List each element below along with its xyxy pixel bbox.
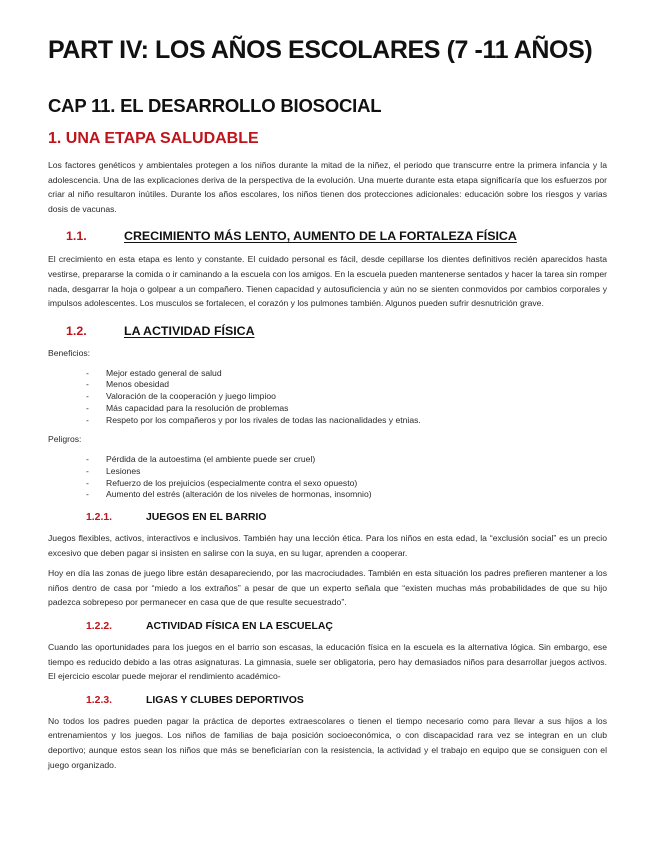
- section-1-2-title: [66, 323, 607, 339]
- intro-paragraph: Los factores genéticos y ambientales protegen a los niños durante la mitad de la niñez, el periodo que transcurre entre la primera infancia y la adolescencia. Una de las explicaciones deriva de la perspectiva de la evolución. Una muerte durante esta etapa significaría que los esfuerzos por criar al niño resultaron inútiles. Durante los años escolares, los niños tienen dos protecciones adicionales: educación sobre los riesgos y varias dosis de vacunas.: [48, 160, 607, 214]
- section-1-1-title: [66, 228, 607, 244]
- section-1-2-1-title: [86, 511, 607, 525]
- benefits-list: [48, 368, 607, 427]
- section-1-2-3-title: [86, 694, 607, 708]
- list-item: - Lesiones: [86, 466, 607, 478]
- subsubsection-title-text: ACTIVIDAD FÍSICA EN LA ESCUELAÇ: [146, 621, 333, 633]
- section-1-title: [48, 128, 607, 150]
- subsection-title-text: LA ACTIVIDAD FÍSICA: [124, 323, 255, 338]
- subsubsection-title-text: JUEGOS EN EL BARRIO: [146, 512, 267, 524]
- list-item: - Mejor estado general de salud: [86, 368, 607, 380]
- section-1-2-2-title: [86, 620, 607, 634]
- subsubsection-title-text: LIGAS Y CLUBES DEPORTIVOS: [146, 694, 304, 706]
- list-item: - Respeto por los compañeros y por los rivales de todas las nacionalidades y etnias.: [86, 415, 607, 427]
- subsubsection-number: 1.2.3.: [86, 694, 112, 706]
- section-1-1-paragraph: El crecimiento en esta etapa es lento y constante. El cuidado personal es fácil, desde cepillarse los dientes definitivos recién aparecidos hasta vestirse, prepararse la comida o ir caminando a la escuela con los amigos. En la escuela pueden mantenerse sentados y hacer la tarea sin romper nada, desgarrar la hoja o golpear a un compañero. Tienen capacidad y autosuficiencia y aún no se sienten conmovidos por cambios corporales y impulsos adolescentes. Los musculos se fortalecen, el corazón y los pulmones también. Algunos pueden sufrir desnutrición grave.: [48, 254, 607, 309]
- dangers-label: Peligros:: [48, 434, 82, 445]
- subsection-title-text: CRECIMIENTO MÁS LENTO, AUMENTO DE LA FORTALEZA FÍSICA: [124, 229, 517, 244]
- list-item: - Menos obesidad: [86, 379, 607, 391]
- list-item: - Pérdida de la autoestima (el ambiente puede ser cruel): [86, 454, 607, 466]
- subsection-number: 1.1.: [66, 229, 87, 244]
- section-title-text: UNA ETAPA SALUDABLE: [65, 130, 259, 147]
- subsubsection-number: 1.2.1.: [86, 512, 112, 524]
- section-1-2-3-paragraph: No todos los padres pueden pagar la práctica de deportes extraescolares o tienen el tiempo necesario como para llevar a sus hijos a los entrenamientos y los juegos. Los niños de familias de baja posición socioeconómica, o con discapacidad rara vez se integran en un club deportivo; aunque estos sean los niños que más se beneficiarían con la resistencia, la actividad y el trabajo en equipo que se consiguen con el juego organizado.: [48, 715, 607, 770]
- list-item: - Valoración de la cooperación y juego limpioo: [86, 391, 607, 403]
- chapter-title: CAP 11. EL DESARROLLO BIOSOCIAL: [48, 95, 382, 116]
- subsection-number: 1.2.: [66, 323, 87, 338]
- part-title: PART IV: LOS AÑOS ESCOLARES (7 -11 AÑOS): [48, 36, 593, 64]
- list-item: - Más capacidad para la resolución de problemas: [86, 403, 607, 415]
- benefits-label: Beneficios:: [48, 347, 91, 358]
- section-1-2-2-paragraph: Cuando las oportunidades para los juegos en el barrio son escasas, la educación física en la escuela es la alternativa lógica. Sin embargo, ese tiempo es reducido debido a las otras asignaturas. La gimnasia, suele ser obligatoria, pero hay demasiados niños para desarrollar juegos activos. El ejercicio escolar puede mejorar el rendimiento académico-: [48, 642, 607, 682]
- section-1-2-1-paragraph-1: Juegos flexibles, activos, interactivos e inclusivos. También hay una lección ética. Para los niños en esta edad, la “exclusión social” es un precio excesivo que deben pagar si insisten en salirse con la suya, en su lugar, aprenden a cooperar.: [48, 533, 607, 558]
- section-number: 1.: [48, 130, 62, 147]
- subsubsection-number: 1.2.2.: [86, 621, 112, 633]
- section-1-2-1-paragraph-2: Hoy en día las zonas de juego libre están desapareciendo, por las macrociudades. También en esta situación los padres prefieren mantener a los niños dentro de casa por “miedo a los extraños” a pesar de que un experto señala que “existen muchas más probabilidades de que su hijo padezca sobrepeso por permanecer en casa que de que resulte secuestrado”.: [48, 568, 607, 608]
- dangers-list: [48, 454, 607, 501]
- list-item: - Refuerzo de los prejuicios (especialmente contra el sexo opuesto): [86, 478, 607, 490]
- list-item: - Aumento del estrés (alteración de los niveles de hormonas, insomnio): [86, 489, 607, 501]
